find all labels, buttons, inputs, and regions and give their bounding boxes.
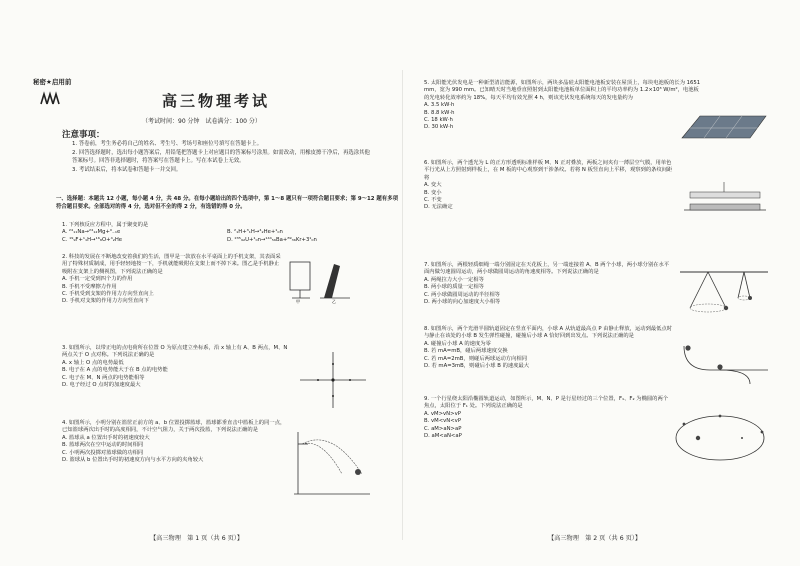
question-3 <box>62 345 294 389</box>
option: C. 电子在 M、N 两点的电势能相等 <box>62 374 145 381</box>
option: C. 若 mA=2mB，则碰后两球运动方向相同 <box>424 355 527 362</box>
option: B. 变小 <box>424 189 442 196</box>
notice-item: 1. 答卷前，考生务必将自己的姓名、考生号、考场号和座位号填写在答题卡上。 <box>72 141 263 147</box>
option: C. 两小球做圆周运动的半径相等 <box>424 291 500 298</box>
option: A. 变大 <box>424 182 442 189</box>
option: B. 手机不受摩擦力作用 <box>62 283 117 290</box>
option: D. aM<aN<aP <box>424 433 462 440</box>
option: B. ²₁H+³₁H→⁴₂He+¹₀n <box>227 229 283 236</box>
basketball-figure <box>292 428 372 498</box>
question-9 <box>424 396 670 440</box>
option: B. 篮球两次在空中运动的时间相同 <box>62 442 144 449</box>
elliptical-orbit-figure <box>672 410 768 468</box>
option: D. 无法确定 <box>424 204 453 211</box>
option: A. 篮球从 a 位置出手时的初速度较大 <box>62 434 150 441</box>
notice-item: 2. 回答选择题时，选出每小题答案后，用铅笔把答题卡上对应题目的答案标号涂黑。如需改动，用橡皮擦干净后，再选涂其他答案标号。回答非选择题时，将答案写在答题卡上。写在本试卷上无效。 <box>72 149 370 164</box>
option: A. vM>vN>vP <box>424 410 461 417</box>
solar-panel-figure <box>680 112 770 142</box>
option: D. 两小球的向心加速度大小相等 <box>424 299 501 306</box>
option: B. 若 mA=mB，碰后两球速度交换 <box>424 348 508 355</box>
option: C. ¹⁹₉F+¹₁H→¹⁶₈O+⁴₂He <box>62 236 123 243</box>
option: D. 若 mA=3mB，则碰后小球 B 的速度最大 <box>424 363 530 370</box>
option: C. 小明两次投掷对篮球做的功相同 <box>62 449 144 456</box>
conical-pendulum-figure <box>678 268 770 318</box>
option: B. 8.8 kW·h <box>424 109 455 116</box>
question-6 <box>424 160 674 212</box>
question-text: 8. 如图所示，两个光滑半圆轨道固定在竖直平面内，小球 A 从轨道最高点 P 由静止释放，运动到最低点时与静止在该处的小球 B 发生弹性碰撞，碰撞后小球 A 恰好回到出发点。下列说法正确的是 <box>424 326 673 340</box>
option: C. 18 kW·h <box>424 117 453 124</box>
option: A. 3.5 kW·h <box>424 102 455 109</box>
notice-title: 注意事项： <box>62 130 105 140</box>
interference-plate-figure <box>680 180 770 220</box>
option: A. ²⁴₁₁Na→²⁴₁₂Mg+⁰₋₁e <box>62 229 121 236</box>
option: D. 篮球从 b 位置出手时的初速度方向与水平方向的夹角较大 <box>62 457 204 464</box>
question-text: 1. 下列核反应方程中，属于聚变的是 <box>62 222 149 228</box>
option: A. 手机一定受到四个力的作用 <box>62 276 133 283</box>
option: A. x 轴上 O 点的电势最低 <box>62 359 124 366</box>
option: A. 碰撞后小球 A 的速度为零 <box>424 340 491 347</box>
svg-text:乙: 乙 <box>332 299 336 304</box>
option: C. 手机受到支架的作用力方向竖直向上 <box>62 291 154 298</box>
page-divider <box>402 70 403 540</box>
question-1 <box>62 222 392 244</box>
exam-title: 高三物理考试 <box>162 92 271 110</box>
question-text: 4. 如图所示，小明分别在篮筐正前方的 a、b 位置投掷篮球，篮球都垂直击中篮板上的同一点，已知篮球两次出手时的高度相同，不计空气阻力，关于两次投篮，下列说法正确的是 <box>62 420 286 434</box>
option: A. 两绳拉力大小一定相等 <box>424 276 484 283</box>
question-text: 6. 如图所示，两个透光为 L 的正方形透明标准样板 M、N 正对叠放，两板之间夹有一薄层空气膜，用单色平行光从上方照射到样板上，在 M 板的中心观察到干涉条纹。若将 N 板竖直向上平移，观察到的条纹间距将 <box>424 160 673 181</box>
section-heading: 一、选择题：本题共 12 小题，每小题 4 分，共 48 分。在每小题给出的四个选项中，第 1～8 题只有一项符合题目要求；第 9～12 题有多项符合题目要求。全部选对的得 4 分，选对但不全的得 2 分，有选错的得 0 分。 <box>56 196 398 210</box>
option: B. 两小球的质量一定相等 <box>424 284 484 291</box>
option: C. aM>aN>aP <box>424 425 462 432</box>
option: C. 不变 <box>424 197 442 204</box>
axis-figure <box>298 350 368 410</box>
option: D. 30 kW·h <box>424 124 454 131</box>
question-text: 3. 如图所示，以带正电的点电荷所在位置 O 为原点建立坐标系，沿 x 轴上有 A、B 两点，M、N 两点关于 O 点对称。下列说法正确的是 <box>62 345 288 359</box>
question-text: 7. 如图所示，两根轻质细绳一端分别固定在天花板上，另一端连接着 A、B 两个小球，两小球分别在水平面内做匀速圆周运动，两小球做圆周运动的角速度相等。下列说法正确的是 <box>424 262 670 276</box>
footer-left: 【高三物理 第 1 页（共 6 页）】 <box>150 535 244 542</box>
question-4 <box>62 420 290 464</box>
question-7 <box>424 262 672 306</box>
track-collision-figure <box>680 340 770 390</box>
question-text: 2. 科技的发展在不断地改变着我们的生活，图甲是一款放在水平桌面上的手机支架，其表面采用了特殊材质制成，用手轻轻地按一下，手机就能吸附在支架上而不掉下来。图乙是手机静止吸附在支架上的侧视图，下列说法正确的是 <box>62 254 281 275</box>
option: B. 电子在 A 点的电势能大于在 B 点的电势能 <box>62 367 168 374</box>
question-5 <box>424 80 704 132</box>
question-text: 5. 太阳能光伏发电是一种新型清洁能源，如图所示，两块多晶硅太阳能电池板安装在屋顶上，每块电池板的长为 1651 mm，宽为 990 mm。已知晴天时当地垂直照射到太阳能电池板单位面积上的平均功率约为 1.2×10³ W/m²，电池板的光电转化效率约为 18%，每天平均有效光照 4 h，则该光伏发电系统每天的发电量约为 <box>424 80 701 101</box>
question-8 <box>424 326 674 370</box>
svg-text:甲: 甲 <box>296 299 300 304</box>
option: B. vM<vN<vP <box>424 418 462 425</box>
school-logo-icon <box>40 92 60 106</box>
option: D. 手机对支架的作用力方向竖直向下 <box>62 298 149 305</box>
option: D. 电子经过 O 点时的加速度最大 <box>62 382 141 389</box>
notice-item: 3. 考试结束后，将本试卷和答题卡一并交回。 <box>72 166 182 173</box>
exam-info: （考试时间：90 分钟 试卷满分：100 分） <box>142 118 261 125</box>
option: D. ²³⁵₉₂U+¹₀n→¹⁴⁴₅₆Ba+⁸⁹₃₆Kr+3¹₀n <box>227 236 317 243</box>
phone-holder-figure <box>288 256 358 304</box>
secret-label: 秘密★启用前 <box>33 78 72 86</box>
question-text: 9. 一个行星绕太阳沿椭圆轨道运动，如图所示，M、N、P 是行星经过的三个位置，F₁、F₂ 为椭圆的两个焦点，太阳位于 F₁ 处。下列说法正确的是 <box>424 396 669 410</box>
notice-list <box>72 140 372 174</box>
footer-right: 【高三物理 第 2 页（共 6 页）】 <box>548 535 642 542</box>
question-2 <box>62 254 284 306</box>
